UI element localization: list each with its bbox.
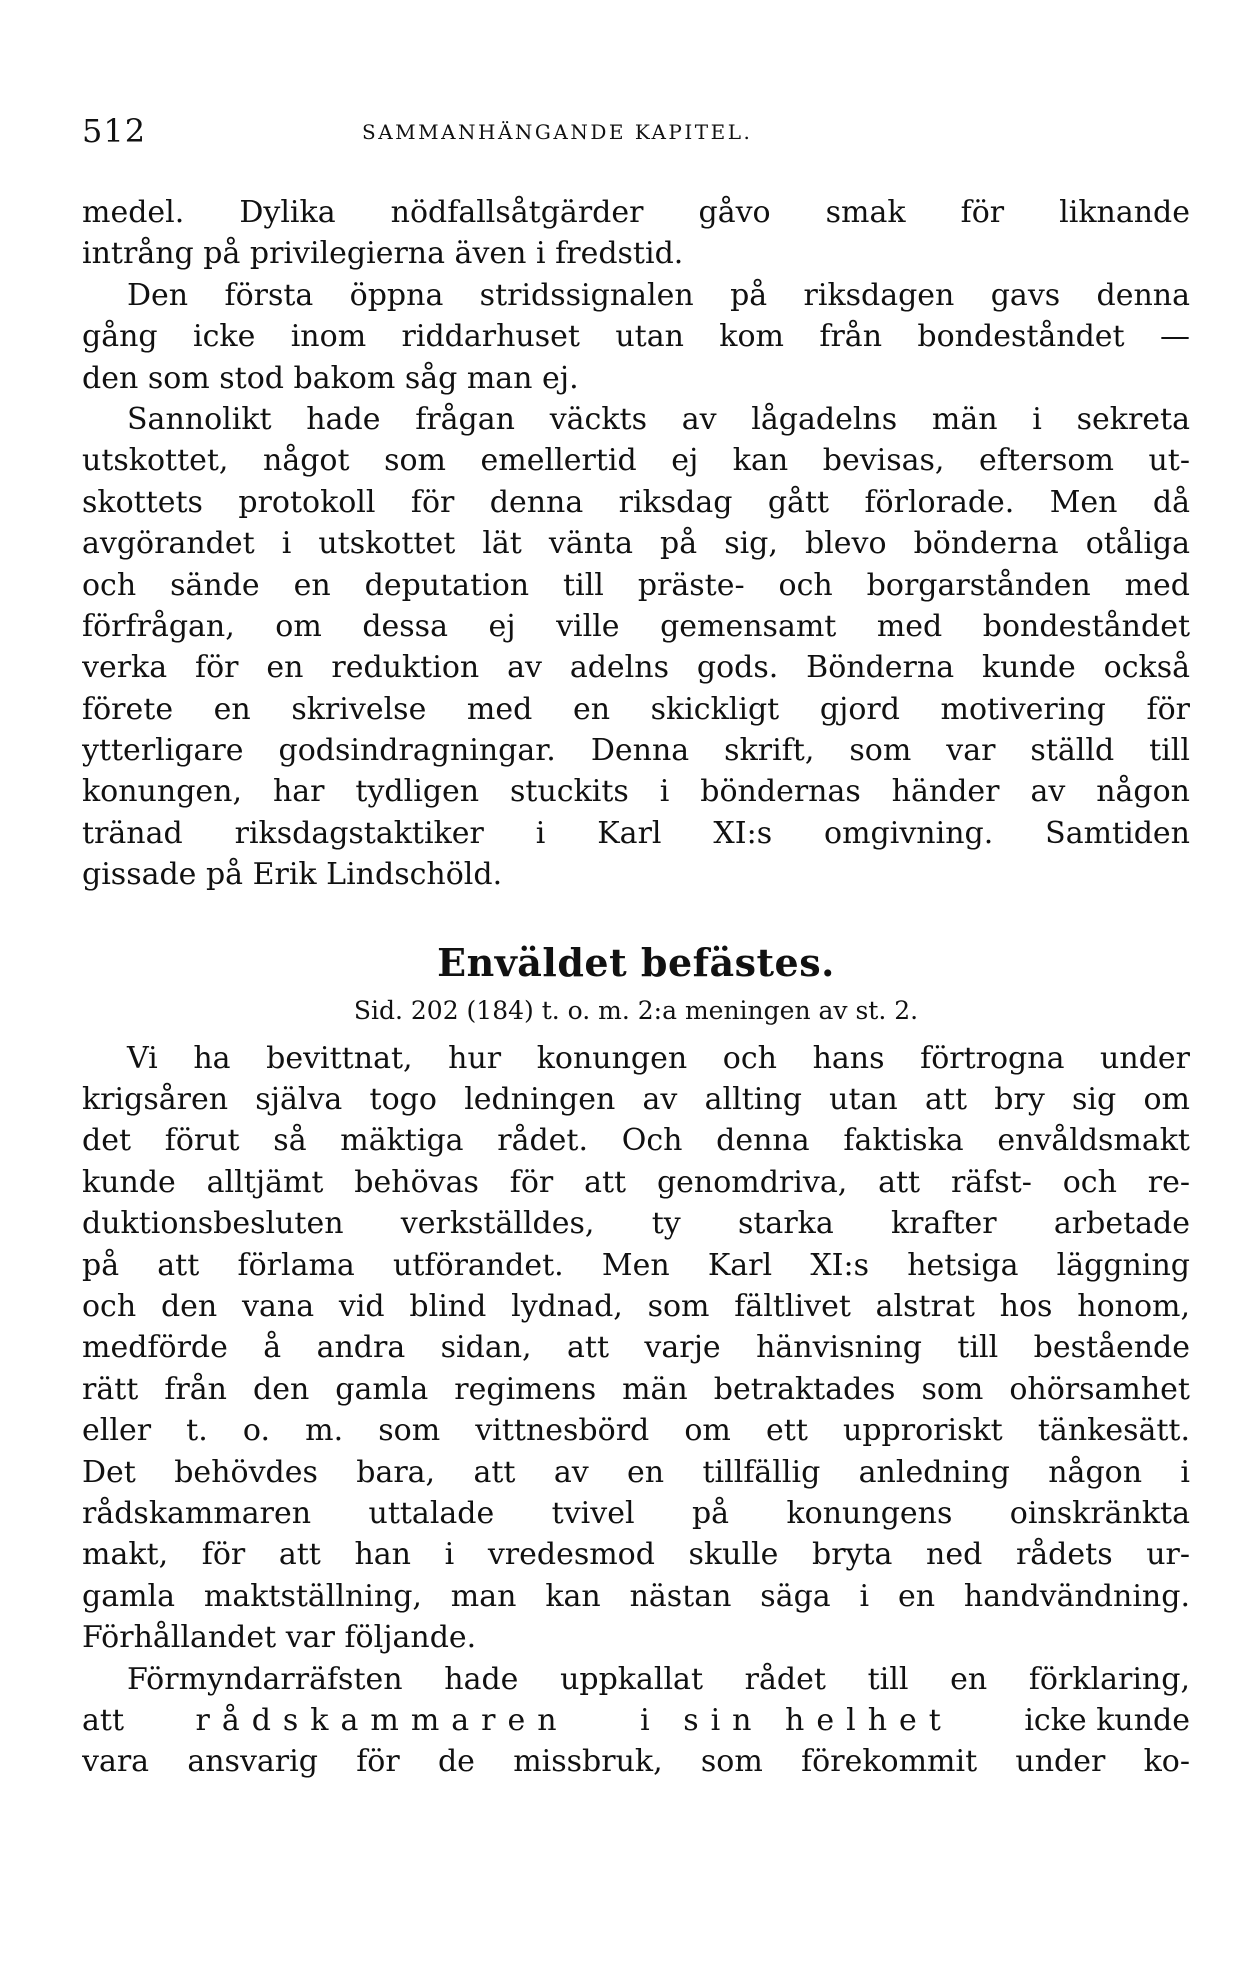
- text-line: Sannolikt hade frågan väckts av lågadelns män i sekreta: [127, 401, 1190, 437]
- text-line: förfrågan, om dessa ej ville gemensamt med bondeståndet: [82, 608, 1190, 644]
- text-line: Den första öppna stridssignalen på riksdagen gavs denna: [127, 277, 1190, 313]
- text-line: Det behövdes bara, att av en tillfällig anledning någon i: [82, 1454, 1190, 1490]
- text-line: Förmyndarräfsten hade uppkallat rådet till en förklaring,: [127, 1661, 1190, 1697]
- spaced-word: rådskammaren: [195, 1702, 569, 1738]
- text-line-spaced: [82, 1700, 1190, 1741]
- text-line: utskottet, något som emellertid ej kan bevisas, eftersom ut-: [82, 443, 1190, 479]
- text-line: konungen, har tydligen stuckits i böndernas händer av någon: [82, 774, 1190, 810]
- text-line: Förhållandet var följande.: [82, 1620, 477, 1656]
- text-line: skottets protokoll för denna riksdag gått förlorade. Men då: [82, 484, 1190, 520]
- text-line: duktionsbesluten verkställdes, ty starka krafter arbetade: [82, 1206, 1190, 1242]
- text-line: makt, för att han i vredesmod skulle bryta ned rådets ur-: [82, 1537, 1190, 1573]
- section-title: Enväldet befästes.: [437, 939, 835, 985]
- text-line: gissade på Erik Lindschöld.: [82, 857, 503, 893]
- text-line: den som stod bakom såg man ej.: [82, 360, 579, 396]
- text-line: det förut så mäktiga rådet. Och denna faktiska envåldsmakt: [82, 1123, 1190, 1159]
- text-line: rådskammaren uttalade tvivel på konungens oinskränkta: [82, 1495, 1190, 1531]
- text-word: att: [82, 1702, 124, 1738]
- section-reference: Sid. 202 (184) t. o. m. 2:a meningen av st. 2.: [353, 995, 919, 1025]
- text-line: intrång på privilegierna även i fredstid.: [82, 236, 684, 272]
- page-number: 512: [82, 112, 147, 150]
- text-line: vara ansvarig för de missbruk, som förekommit under ko-: [82, 1744, 1190, 1780]
- text-line: på att förlama utförandet. Men Karl XI:s hetsiga läggning: [82, 1247, 1190, 1283]
- text-line: gamla maktställning, man kan nästan säga i en handvändning.: [82, 1578, 1190, 1614]
- text-line: förete en skrivelse med en skickligt gjord motivering för: [82, 691, 1190, 727]
- text-line: ytterligare godsindragningar. Denna skrift, som var ställd till: [82, 733, 1190, 769]
- text-line: gång icke inom riddarhuset utan kom från bondeståndet —: [82, 319, 1190, 355]
- page-header: [82, 112, 1192, 152]
- text-line: eller t. o. m. som vittnesbörd om ett upproriskt tänkesätt.: [82, 1413, 1190, 1449]
- body-text: [82, 192, 1190, 1783]
- section-heading-block: [82, 896, 1190, 1038]
- text-line: och den vana vid blind lydnad, som fältlivet alstrat hos honom,: [82, 1288, 1190, 1324]
- text-line: krigsåren själva togo ledningen av allting utan att bry sig om: [82, 1082, 1190, 1118]
- text-line: kunde alltjämt behövas för att genomdriva, att räfst- och re-: [82, 1164, 1190, 1200]
- text-line: avgörandet i utskottet lät vänta på sig, blevo bönderna otåliga: [82, 526, 1190, 562]
- text-line: Vi ha bevittnat, hur konungen och hans förtrogna under: [127, 1040, 1190, 1076]
- spaced-word: i sin helhet: [640, 1702, 953, 1738]
- text-line: rätt från den gamla regimens män betraktades som ohörsamhet: [82, 1371, 1190, 1407]
- text-line: tränad riksdagstaktiker i Karl XI:s omgivning. Samtiden: [82, 815, 1190, 851]
- text-word: icke kunde: [1024, 1702, 1190, 1738]
- running-head: SAMMANHÄNGANDE KAPITEL.: [362, 120, 753, 144]
- text-line: verka för en reduktion av adelns gods. Bönderna kunde också: [82, 650, 1190, 686]
- text-line: och sände en deputation till präste- och borgarstånden med: [82, 567, 1190, 603]
- text-line: medel. Dylika nödfallsåtgärder gåvo smak för liknande: [82, 195, 1190, 230]
- text-line: medförde å andra sidan, att varje hänvisning till bestående: [82, 1330, 1190, 1366]
